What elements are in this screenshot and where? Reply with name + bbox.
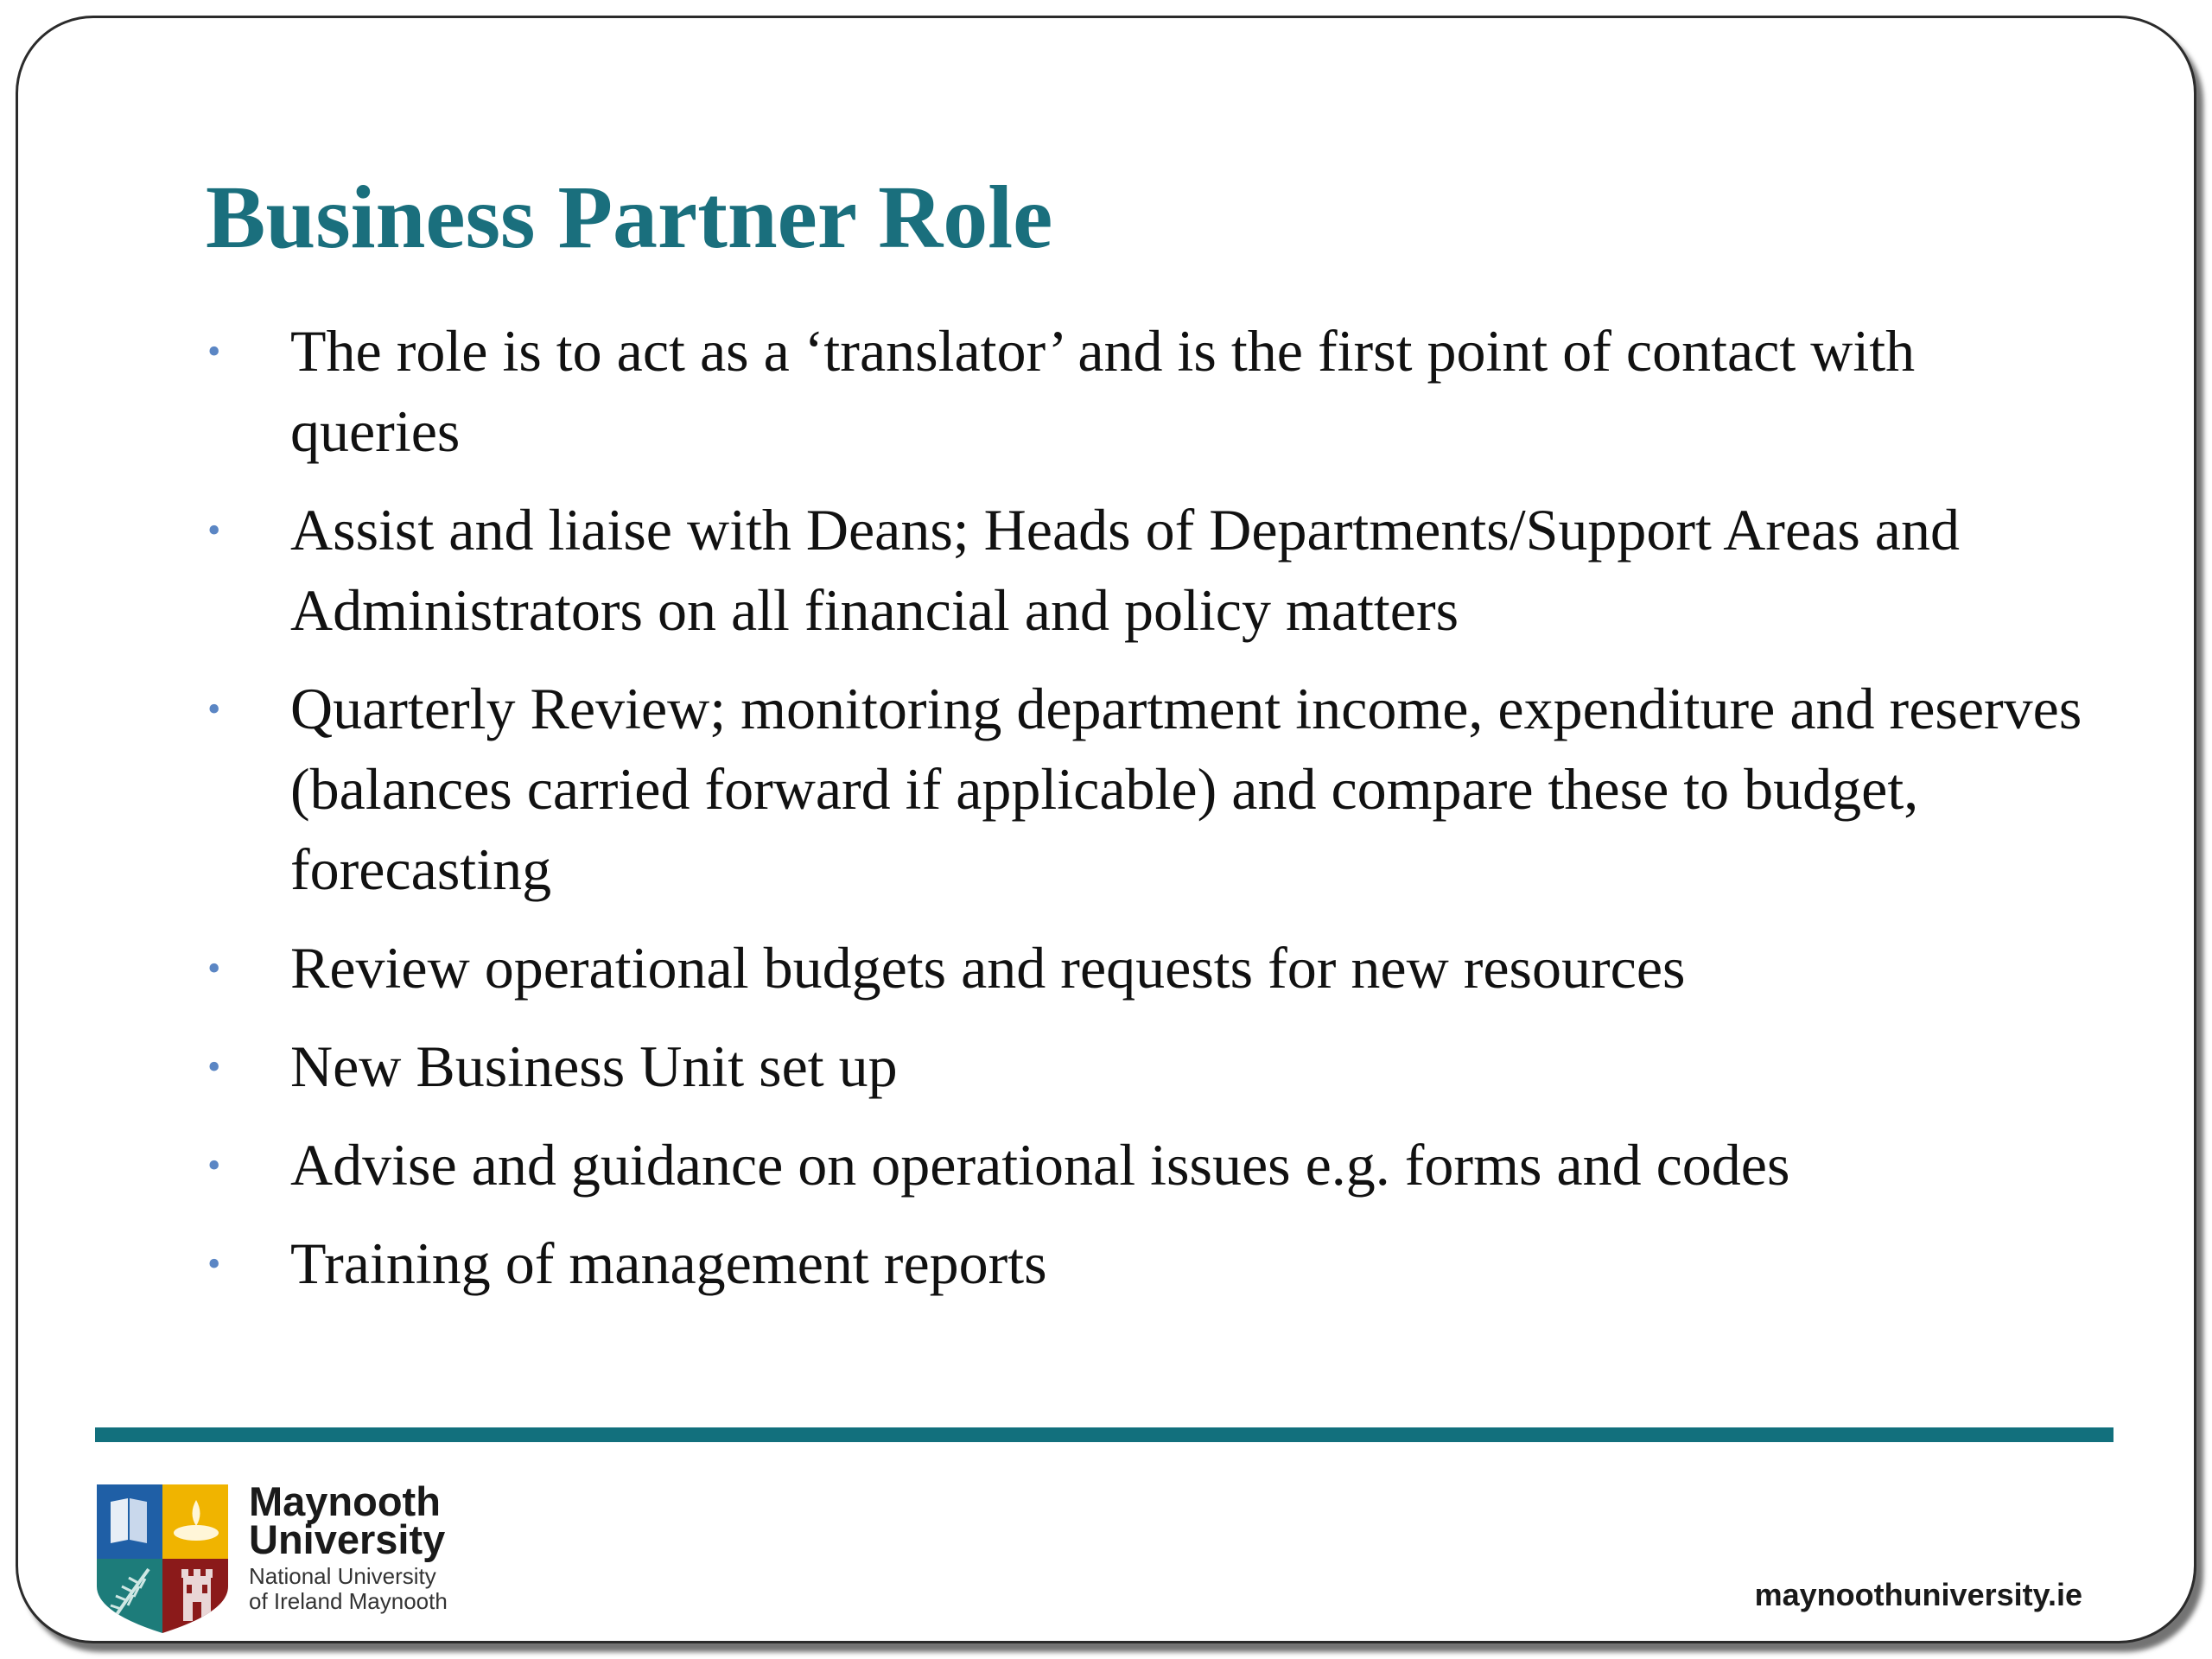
logo-name-line1: Maynooth bbox=[249, 1478, 441, 1524]
bullet-text: New Business Unit set up bbox=[290, 1033, 898, 1099]
bullet-dot-icon: • bbox=[207, 330, 221, 372]
bullet-item bbox=[206, 490, 2089, 651]
bullet-item bbox=[206, 1125, 2089, 1205]
bullet-item bbox=[206, 669, 2089, 910]
bullet-dot-icon: • bbox=[207, 1243, 221, 1285]
bullet-text: Advise and guidance on operational issues e.g. forms and codes bbox=[290, 1132, 1790, 1198]
bullet-item bbox=[206, 1027, 2089, 1107]
bullet-item bbox=[206, 928, 2089, 1008]
logo-subtitle bbox=[249, 1564, 448, 1614]
bullet-dot-icon: • bbox=[207, 947, 221, 989]
website-url: maynoothuniversity.ie bbox=[1754, 1577, 2082, 1612]
logo-sub-line1: National University bbox=[249, 1563, 436, 1589]
slide-title: Business Partner Role bbox=[206, 168, 1053, 267]
bullet-dot-icon: • bbox=[207, 1046, 221, 1088]
bullet-text: Assist and liaise with Deans; Heads of Departments/Support Areas and Administrators on all financial and policy matters bbox=[290, 497, 1960, 643]
university-crest-icon bbox=[95, 1483, 230, 1635]
bullet-dot-icon: • bbox=[207, 688, 221, 730]
bullet-dot-icon: • bbox=[207, 1144, 221, 1186]
bullet-text: The role is to act as a ‘translator’ and is the first point of contact with queries bbox=[290, 318, 1916, 464]
bullet-dot-icon: • bbox=[207, 509, 221, 551]
logo-name-line2: University bbox=[249, 1516, 446, 1562]
bullet-item bbox=[206, 311, 2089, 472]
footer-divider bbox=[95, 1427, 2113, 1442]
logo-name bbox=[249, 1478, 446, 1562]
bullet-list bbox=[206, 311, 2089, 1322]
bullet-item bbox=[206, 1224, 2089, 1304]
logo-sub-line2: of Ireland Maynooth bbox=[249, 1588, 448, 1614]
bullet-text: Training of management reports bbox=[290, 1230, 1047, 1296]
university-logo bbox=[95, 1478, 458, 1633]
crest-quarter-blue bbox=[95, 1483, 162, 1559]
bullet-text: Review operational budgets and requests for new resources bbox=[290, 935, 1686, 1001]
bullet-text: Quarterly Review; monitoring department income, expenditure and reserves (balances carried forward if applicable) and compare these to budget, forecasting bbox=[290, 676, 2082, 902]
